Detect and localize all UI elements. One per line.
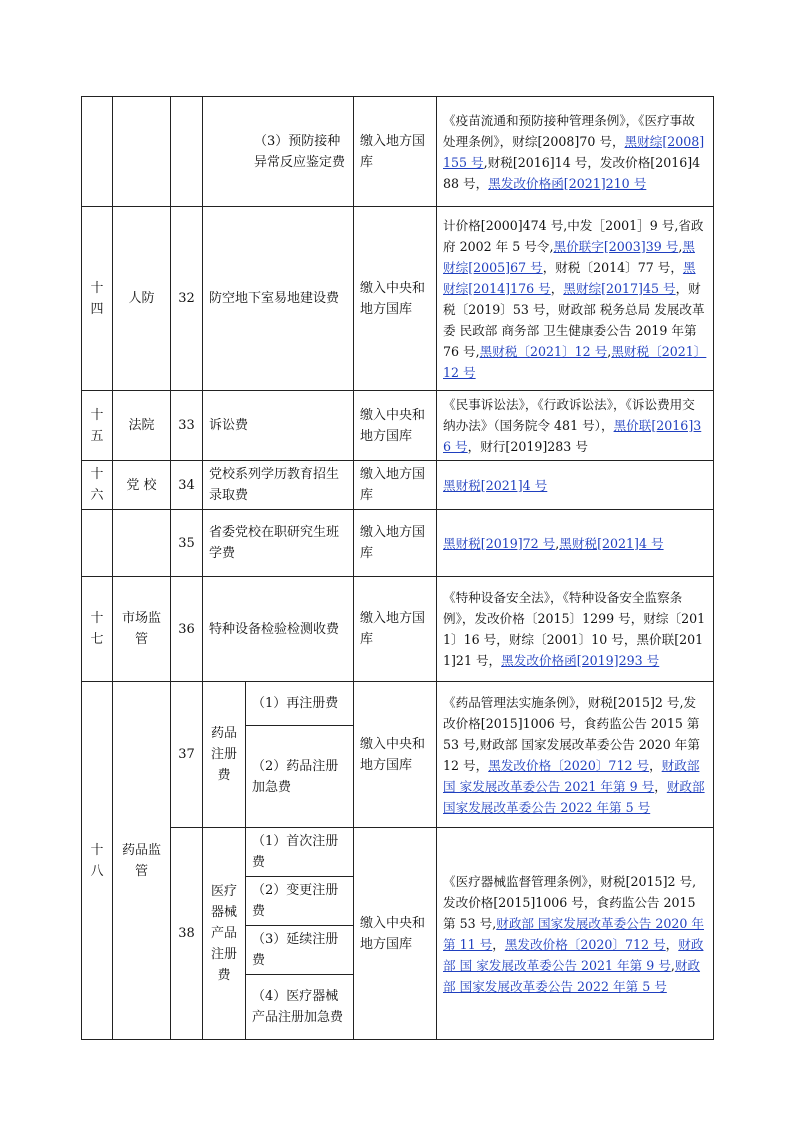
fee-name-cell: 特种设备检验检测收费 xyxy=(203,577,354,682)
policy-document-link[interactable]: 财政部 国 家发展改革委公告 2021 年第 9 号 xyxy=(443,936,704,973)
payment-destination-cell: 缴入地方国库 xyxy=(354,97,437,207)
fee-subitem-cell: （2）变更注册费 xyxy=(246,877,354,926)
category-number-cell: 十八 xyxy=(82,682,113,1040)
table-row xyxy=(82,828,714,877)
category-number-cell: 十七 xyxy=(82,577,113,682)
policy-basis-cell xyxy=(437,97,714,207)
policy-document-link[interactable]: 黑财税〔2021〕12 号 xyxy=(443,343,707,380)
policy-document-link[interactable]: 黑财税〔2021〕12 号 xyxy=(479,343,608,359)
policy-document-link[interactable]: 黑发改价格函[2021]210 号 xyxy=(488,175,647,191)
policy-text: ，财税〔2019〕53 号，财政部 税务总局 发展改革委 民政部 商务部 卫生健康委公告 2019 年第 76 号, xyxy=(443,280,705,359)
policy-text: 计价格[2000]474 号,中发［2001］9 号,省政府 2002 年 5 号令, xyxy=(443,217,704,254)
policy-text: ，财税〔2014〕77 号， xyxy=(542,259,683,275)
policy-text: ， xyxy=(665,936,679,952)
department-cell: 药品监管 xyxy=(113,682,171,1040)
category-number-cell: 十五 xyxy=(82,391,113,461)
fee-group-cell: 药品注册费 xyxy=(203,682,246,828)
document-page xyxy=(81,96,713,1040)
sequence-cell: 34 xyxy=(171,461,203,510)
fee-name-cell: 党校系列学历教育招生录取费 xyxy=(203,461,354,510)
policy-document-link[interactable]: 财政部 国家发展改革委公告 2020 年第 11 号 xyxy=(443,915,705,952)
policy-text: 《药品管理法实施条例》，财税[2015]2 号,发改价格[2015]1006 号，食药监公告 2015 第 53 号,财政部 国家发展改革委公告 2020 年第 12 号， xyxy=(443,694,700,773)
fee-subitem-cell: （1）首次注册费 xyxy=(246,828,354,877)
policy-text: 《特种设备安全法》，《特种设备安全监察条例》，发改价格〔2015〕1299 号，财综〔2011〕16 号，财综〔2001〕10 号，黑价联[2011]21 号， xyxy=(443,590,706,668)
fee-name-cell: 防空地下室易地建设费 xyxy=(203,207,354,391)
table-row xyxy=(82,97,714,207)
policy-text: 《民事诉讼法》，《行政诉讼法》，《诉讼费用交纳办法》（国务院令 481 号）， xyxy=(443,397,695,433)
payment-destination-cell: 缴入中央和地方国库 xyxy=(354,391,437,461)
policy-text: ， xyxy=(649,757,662,773)
category-number-cell xyxy=(82,97,113,207)
sequence-cell: 33 xyxy=(171,391,203,461)
sequence-cell: 32 xyxy=(171,207,203,391)
category-number-cell xyxy=(82,510,113,577)
department-cell: 市场监管 xyxy=(113,577,171,682)
table-row xyxy=(82,577,714,682)
policy-basis-cell xyxy=(437,510,714,577)
policy-text: ,财税[2016]14 号，发改价格[2016]488 号， xyxy=(443,154,701,191)
policy-document-link[interactable]: 黑发改价格函[2019]293 号 xyxy=(501,653,660,668)
policy-text: , xyxy=(607,343,612,359)
policy-document-link[interactable]: 黑财综[2008]155 号 xyxy=(443,133,705,170)
policy-text: ，财行[2019]283 号 xyxy=(467,439,588,454)
fee-name-cell: 省委党校在职研究生班学费 xyxy=(203,510,354,577)
sequence-cell: 37 xyxy=(171,682,203,828)
payment-destination-cell: 缴入中央和地方国库 xyxy=(354,682,437,828)
table-row xyxy=(82,510,714,577)
policy-basis-cell xyxy=(437,461,714,510)
sequence-cell: 38 xyxy=(171,828,203,1040)
policy-text: , xyxy=(670,957,675,973)
policy-document-link[interactable]: 黑财综[2017]45 号 xyxy=(563,280,676,296)
policy-document-link[interactable]: 黑发改价格〔2020〕712 号 xyxy=(488,757,650,773)
table-row xyxy=(82,682,714,726)
policy-document-link[interactable]: 黑价联字[2003]39 号 xyxy=(553,238,679,254)
policy-document-link[interactable]: 黑发改价格〔2020〕712 号 xyxy=(504,936,666,952)
fee-table xyxy=(81,96,714,1040)
department-cell xyxy=(113,97,171,207)
table-row xyxy=(82,391,714,461)
policy-text: ， xyxy=(492,936,505,952)
fee-subitem-cell: （4）医疗器械产品注册加急费 xyxy=(246,975,354,1040)
category-number-cell: 十六 xyxy=(82,461,113,510)
payment-destination-cell: 缴入地方国库 xyxy=(354,461,437,510)
department-cell: 人防 xyxy=(113,207,171,391)
fee-subitem-cell: （2）药品注册加急费 xyxy=(246,726,354,828)
fee-subitem-cell: （1）再注册费 xyxy=(246,682,354,726)
payment-destination-cell: 缴入中央和地方国库 xyxy=(354,828,437,1040)
policy-document-link[interactable]: 黑财综[2005]67 号 xyxy=(443,238,695,275)
payment-destination-cell: 缴入地方国库 xyxy=(354,510,437,577)
policy-document-link[interactable]: 黑财税[2021]4 号 xyxy=(559,535,664,551)
table-row xyxy=(82,461,714,510)
policy-document-link[interactable]: 黑价联[2016]36 号 xyxy=(443,418,702,454)
table-row xyxy=(82,207,714,391)
fee-name-cell: 诉讼费 xyxy=(203,391,354,461)
fee-group-cell: 医疗器械产品注册费 xyxy=(203,828,246,1040)
policy-text: , xyxy=(555,535,560,551)
department-cell: 党 校 xyxy=(113,461,171,510)
policy-text: 《医疗器械监督管理条例》，财税[2015]2 号,发改价格[2015]1006 号，食药监公告 2015 第 53 号, xyxy=(443,873,697,931)
department-cell xyxy=(113,510,171,577)
policy-document-link[interactable]: 黑财税[2021]4 号 xyxy=(443,477,548,493)
policy-basis-cell xyxy=(437,577,714,682)
fee-item-cell: （3）预防接种异常反应鉴定费 xyxy=(203,97,354,207)
policy-text: 《疫苗流通和预防接种管理条例》，《医疗事故处理条例》，财综[2008]70 号， xyxy=(443,112,695,149)
policy-text: , xyxy=(678,238,683,254)
sequence-cell: 35 xyxy=(171,510,203,577)
policy-text: ， xyxy=(550,280,564,296)
policy-basis-cell xyxy=(437,828,714,1040)
policy-text: ， xyxy=(654,778,667,794)
payment-destination-cell: 缴入地方国库 xyxy=(354,577,437,682)
policy-basis-cell xyxy=(437,207,714,391)
payment-destination-cell: 缴入中央和地方国库 xyxy=(354,207,437,391)
fee-subitem-cell: （3）延续注册费 xyxy=(246,926,354,975)
sequence-cell xyxy=(171,97,203,207)
policy-document-link[interactable]: 黑财税[2019]72 号 xyxy=(443,535,556,551)
category-number-cell: 十四 xyxy=(82,207,113,391)
policy-document-link[interactable]: 财政部 国家发展改革委公告 2022 年第 5 号 xyxy=(443,957,701,994)
policy-document-link[interactable]: 黑财综[2014]176 号 xyxy=(443,259,696,296)
policy-document-link[interactable]: 财政部 国家发展改革委公告 2022 年第 5 号 xyxy=(443,778,705,815)
policy-document-link[interactable]: 财政部 国 家发展改革委公告 2021 年第 9 号 xyxy=(443,757,700,794)
policy-basis-cell xyxy=(437,682,714,828)
sequence-cell: 36 xyxy=(171,577,203,682)
policy-basis-cell xyxy=(437,391,714,461)
department-cell: 法院 xyxy=(113,391,171,461)
